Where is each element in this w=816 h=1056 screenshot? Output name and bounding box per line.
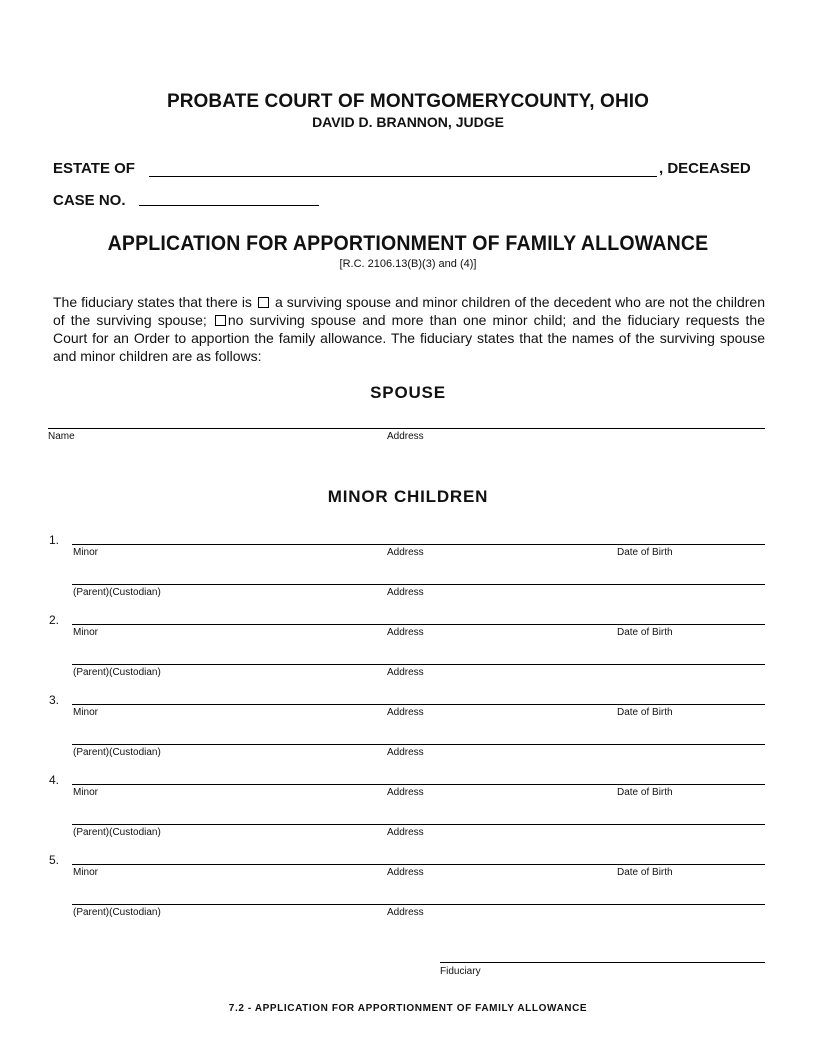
fiduciary-label: Fiduciary (440, 966, 481, 977)
parent-custodian-line[interactable] (72, 904, 765, 905)
minor-label: Minor (73, 787, 99, 798)
child-number: 2. (49, 613, 60, 627)
form-footer: 7.2 - APPLICATION FOR APPORTIONMENT OF FAMILY ALLOWANCE (228, 1003, 588, 1014)
checkbox-no-spouse[interactable] (215, 315, 226, 326)
parent-custodian-line[interactable] (72, 744, 765, 745)
minor-children-heading: MINOR CHILDREN (327, 487, 489, 506)
court-title: PROBATE COURT OF MONTGOMERYCOUNTY, OHIO (166, 91, 650, 112)
minor-label: Minor (73, 547, 99, 558)
date-of-birth-label: Date of Birth (617, 707, 673, 718)
parent-custodian-label: (Parent)(Custodian) (73, 827, 161, 838)
parent-custodian-line[interactable] (72, 584, 765, 585)
parent-custodian-line[interactable] (72, 664, 765, 665)
parent-custodian-label: (Parent)(Custodian) (73, 587, 161, 598)
parent-custodian-label: (Parent)(Custodian) (73, 747, 161, 758)
case-number-field[interactable] (139, 205, 319, 206)
minor-line[interactable] (72, 544, 765, 545)
estate-field[interactable] (149, 176, 657, 177)
date-of-birth-label: Date of Birth (617, 867, 673, 878)
parent-address-label: Address (387, 907, 424, 918)
statute-reference: [R.C. 2106.13(B)(3) and (4)] (339, 258, 477, 270)
minor-line[interactable] (72, 624, 765, 625)
case-number-label: CASE NO. (53, 192, 126, 209)
child-number: 1. (49, 533, 60, 547)
form-title: APPLICATION FOR APPORTIONMENT OF FAMILY ALLOWANCE (107, 232, 709, 255)
minor-line[interactable] (72, 784, 765, 785)
minor-label: Minor (73, 707, 99, 718)
statement-intro: The fiduciary states that there is (53, 294, 252, 310)
parent-address-label: Address (387, 587, 424, 598)
child-number: 4. (49, 773, 60, 787)
fiduciary-statement (53, 293, 765, 365)
checkbox-spouse-and-children[interactable] (258, 297, 269, 308)
minor-label: Minor (73, 627, 99, 638)
statement-option-2: no surviving spouse and more than one minor child; and the fiduciary requests the Court for an Order to apportion the family allowance. The fiduciary states that the names of the surviving spouse and minor children are as follows: (53, 312, 766, 364)
estate-label: ESTATE OF (53, 160, 135, 177)
minor-line[interactable] (72, 864, 765, 865)
spouse-heading: SPOUSE (370, 383, 446, 402)
spouse-name-label: Name (48, 431, 75, 442)
parent-address-label: Address (387, 827, 424, 838)
statement-option-1: a surviving spouse and minor children of the decedent who are not the children of the surviving spouse; (53, 294, 765, 328)
parent-address-label: Address (387, 747, 424, 758)
parent-custodian-label: (Parent)(Custodian) (73, 907, 161, 918)
minor-address-label: Address (387, 547, 424, 558)
parent-address-label: Address (387, 667, 424, 678)
parent-custodian-line[interactable] (72, 824, 765, 825)
date-of-birth-label: Date of Birth (617, 787, 673, 798)
minor-address-label: Address (387, 627, 424, 638)
parent-custodian-label: (Parent)(Custodian) (73, 667, 161, 678)
minor-address-label: Address (387, 867, 424, 878)
date-of-birth-label: Date of Birth (617, 627, 673, 638)
deceased-label: , DECEASED (659, 160, 751, 177)
spouse-line[interactable] (48, 428, 765, 429)
minor-label: Minor (73, 867, 99, 878)
minor-line[interactable] (72, 704, 765, 705)
minor-address-label: Address (387, 787, 424, 798)
judge-name: DAVID D. BRANNON, JUDGE (312, 114, 504, 130)
date-of-birth-label: Date of Birth (617, 547, 673, 558)
child-number: 5. (49, 853, 60, 867)
child-number: 3. (49, 693, 60, 707)
spouse-address-label: Address (387, 431, 424, 442)
minor-address-label: Address (387, 707, 424, 718)
fiduciary-signature-line[interactable] (440, 962, 765, 963)
